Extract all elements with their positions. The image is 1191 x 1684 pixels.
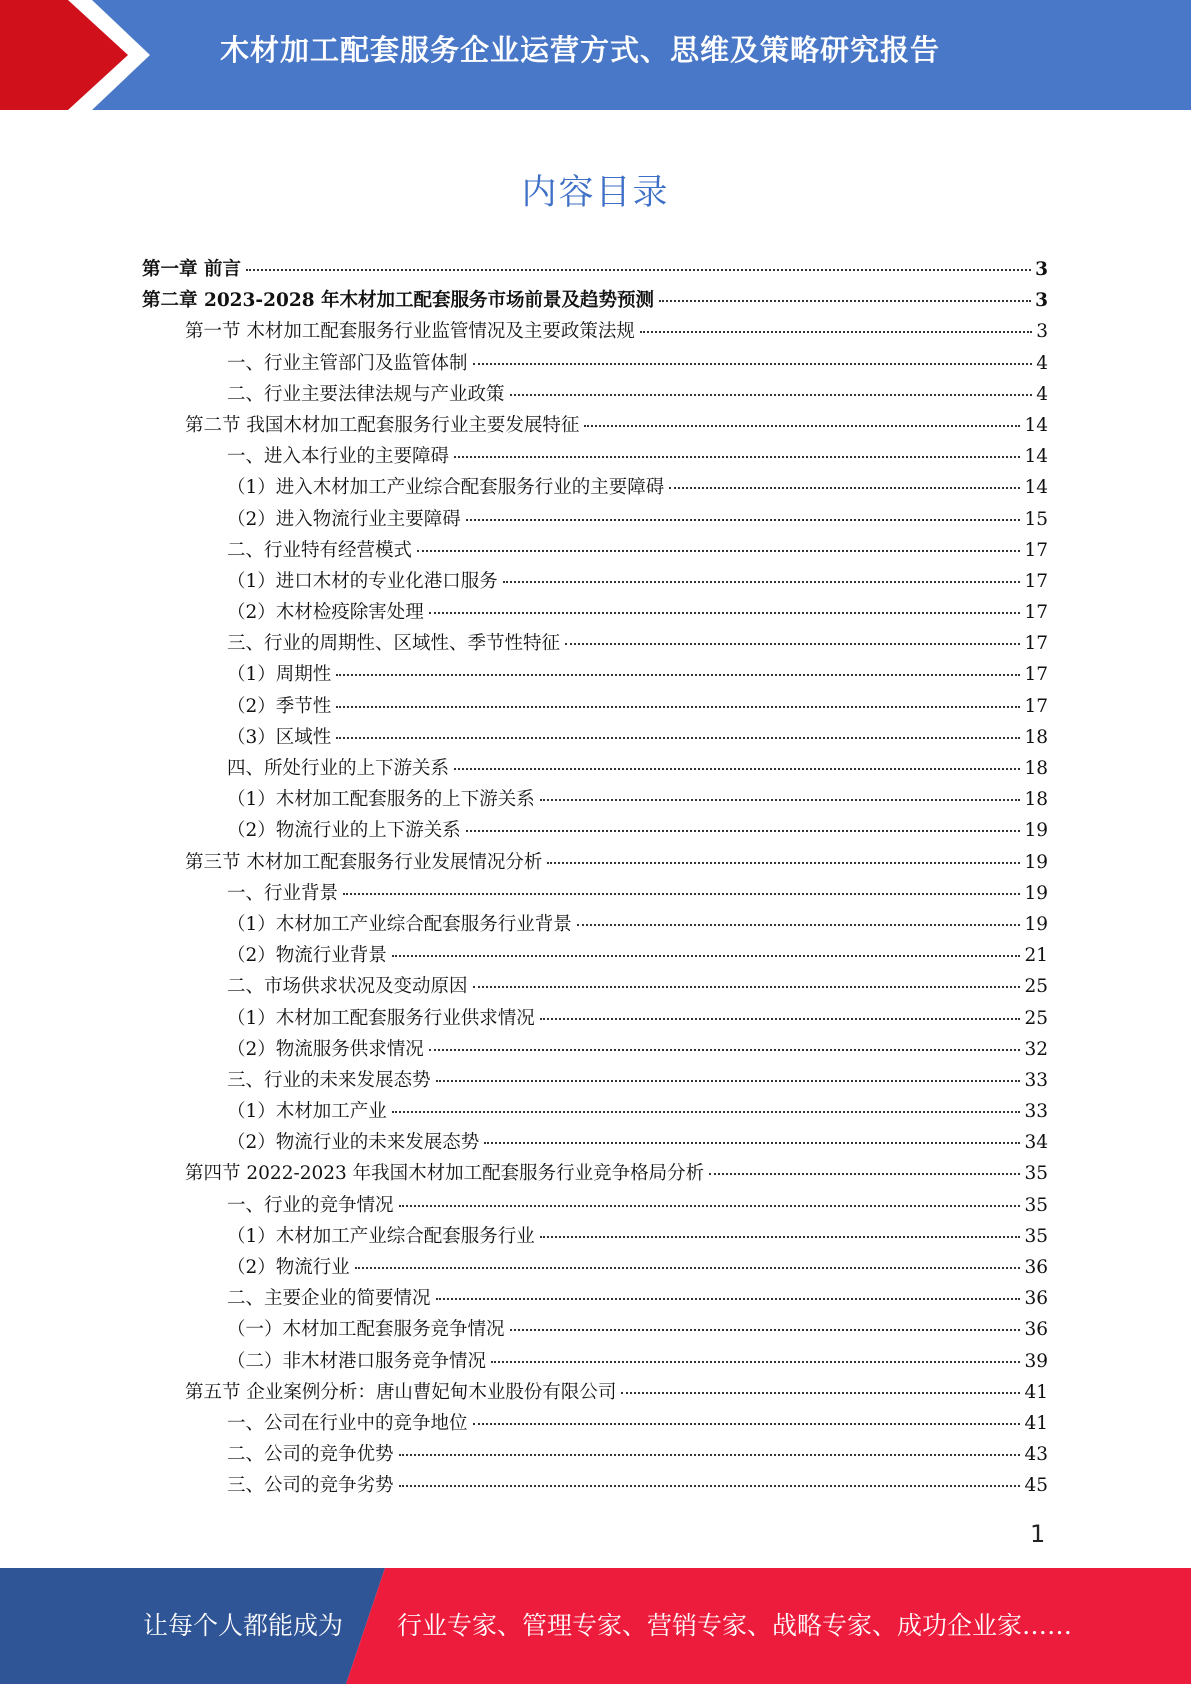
toc-dot-leader [399,1205,1021,1207]
toc-entry[interactable] [142,909,1048,940]
toc-dot-leader [540,1236,1021,1238]
footer-banner [0,1568,1191,1684]
toc-dot-leader [565,643,1020,645]
toc-entry-page: 17 [1024,602,1048,624]
toc-dot-leader [577,924,1021,926]
toc-entry-page: 4 [1036,352,1048,374]
toc-entry-title: （2）物流行业的上下游关系 [227,820,461,842]
toc-dot-leader [466,519,1021,521]
toc-entry-title: 二、市场供求状况及变动原因 [227,976,468,998]
toc-entry[interactable] [142,878,1048,909]
toc-entry[interactable] [142,1065,1048,1096]
footer-slogan-left: 让每个人都能成为 [143,1611,344,1640]
toc-entry-page: 33 [1024,1069,1048,1091]
toc-entry-page: 35 [1024,1225,1048,1247]
toc-entry[interactable] [142,410,1048,441]
toc-entry-title: 三、行业的周期性、区域性、季节性特征 [227,633,561,655]
toc-dot-leader [417,550,1020,552]
toc-entry[interactable] [142,1190,1048,1221]
toc-entry-title: 一、行业的竞争情况 [227,1194,394,1216]
toc-entry-page: 33 [1024,1101,1048,1123]
toc-dot-leader [399,1485,1021,1487]
toc-dot-leader [540,799,1021,801]
toc-entry-title: 三、公司的竞争劣势 [227,1475,394,1497]
toc-entry-title: 二、公司的竞争优势 [227,1444,394,1466]
toc-entry-title: 第二章 2023-2028 年木材加工配套服务市场前景及趋势预测 [142,290,655,312]
table-of-contents [142,254,1048,1502]
toc-entry[interactable] [142,815,1048,846]
toc-entry-page: 18 [1024,726,1048,748]
toc-entry-title: （一）木材加工配套服务竞争情况 [227,1319,505,1341]
toc-dot-leader [584,425,1020,427]
toc-entry[interactable] [142,316,1048,347]
footer-slogan-right: 行业专家、管理专家、营销专家、战略专家、成功企业家…… [397,1611,1073,1640]
toc-entry-title: 一、公司在行业中的竞争地位 [227,1412,468,1434]
toc-entry-page: 25 [1024,1007,1048,1029]
toc-entry[interactable] [142,1003,1048,1034]
toc-entry-page: 14 [1024,446,1048,468]
document-title: 木材加工配套服务企业运营方式、思维及策略研究报告 [220,33,941,67]
toc-entry[interactable] [142,285,1048,316]
toc-dot-leader [355,1267,1021,1269]
toc-dot-leader [336,706,1020,708]
toc-entry-page: 4 [1036,383,1048,405]
toc-dot-leader [454,768,1020,770]
toc-entry[interactable] [142,1470,1048,1501]
toc-entry-title: 第五节 企业案例分析：唐山曹妃甸木业股份有限公司 [185,1381,617,1403]
toc-entry-title: （2）进入物流行业主要障碍 [227,508,461,530]
toc-entry[interactable] [142,847,1048,878]
toc-entry-title: （1）木材加工配套服务行业供求情况 [227,1007,535,1029]
toc-entry[interactable] [142,1283,1048,1314]
toc-dot-leader [454,456,1020,458]
toc-entry-title: （3）区域性 [227,726,332,748]
toc-entry[interactable] [142,441,1048,472]
toc-dot-leader [669,487,1020,489]
toc-entry[interactable] [142,1377,1048,1408]
toc-heading: 内容目录 [521,173,670,213]
toc-entry-page: 35 [1024,1194,1048,1216]
toc-dot-leader [392,955,1021,957]
toc-entry[interactable] [142,254,1048,285]
toc-entry[interactable] [142,1127,1048,1158]
toc-entry[interactable] [142,784,1048,815]
toc-dot-leader [246,269,1031,271]
toc-dot-leader [473,363,1033,365]
toc-dot-leader [709,1173,1020,1175]
toc-entry[interactable] [142,1096,1048,1127]
toc-dot-leader [399,1454,1021,1456]
toc-entry-page: 19 [1024,882,1048,904]
toc-entry-page: 41 [1024,1412,1048,1434]
toc-entry[interactable] [142,971,1048,1002]
toc-entry-page: 17 [1024,570,1048,592]
toc-entry[interactable] [142,1439,1048,1470]
toc-dot-leader [491,1361,1020,1363]
toc-entry-title: 一、进入本行业的主要障碍 [227,446,450,468]
toc-entry-page: 36 [1024,1319,1048,1341]
toc-entry-title: （2）物流行业 [227,1257,350,1278]
toc-entry-page: 39 [1024,1350,1048,1372]
toc-entry-title: 第一章 前言 [142,259,241,280]
toc-entry-page: 18 [1024,789,1048,811]
toc-dot-leader [392,1111,1021,1113]
toc-entry-title: （2）物流行业背景 [227,945,387,967]
toc-entry[interactable] [142,348,1048,379]
toc-entry-page: 25 [1024,976,1048,998]
toc-entry-title: （2）木材检疫除害处理 [227,602,424,624]
toc-dot-leader [510,1329,1021,1331]
toc-entry-title: （1）木材加工产业综合配套服务行业背景 [227,913,572,935]
toc-entry[interactable] [142,566,1048,597]
toc-entry-title: （1）木材加工产业综合配套服务行业 [227,1225,535,1247]
toc-entry-title: （1）进口木材的专业化港口服务 [227,570,498,592]
toc-dot-leader [473,986,1021,988]
toc-dot-leader [436,1298,1021,1300]
toc-entry-page: 19 [1024,913,1048,935]
toc-dot-leader [540,1018,1021,1020]
toc-entry-title: 二、行业特有经营模式 [227,539,413,561]
toc-entry-title: 三、行业的未来发展态势 [227,1069,431,1091]
toc-entry-page: 36 [1024,1288,1048,1310]
toc-entry[interactable] [142,1408,1048,1439]
toc-entry-title: （二）非木材港口服务竞争情况 [227,1350,487,1372]
toc-entry[interactable] [142,722,1048,753]
toc-dot-leader [336,737,1020,739]
toc-entry-page: 35 [1024,1163,1048,1185]
toc-entry-title: 第一节 木材加工配套服务行业监管情况及主要政策法规 [185,321,635,343]
toc-entry[interactable] [142,753,1048,784]
toc-entry-page: 36 [1024,1257,1048,1278]
toc-dot-leader [659,300,1031,302]
toc-entry-page: 19 [1024,851,1048,873]
toc-entry[interactable] [142,597,1048,628]
toc-dot-leader [436,1080,1021,1082]
toc-entry[interactable] [142,1221,1048,1252]
toc-entry[interactable] [142,659,1048,690]
toc-dot-leader [473,1423,1021,1425]
toc-entry-page: 17 [1024,633,1048,655]
toc-entry[interactable] [142,1158,1048,1189]
toc-dot-leader [429,1049,1021,1051]
toc-entry-page: 3 [1035,259,1048,280]
toc-entry-page: 14 [1024,477,1048,499]
header-banner [0,0,1191,110]
toc-entry-title: 第三节 木材加工配套服务行业发展情况分析 [185,851,543,873]
toc-dot-leader [510,394,1033,396]
toc-entry[interactable] [142,535,1048,566]
toc-dot-leader [466,830,1021,832]
toc-entry[interactable] [142,379,1048,410]
toc-entry-title: 一、行业背景 [227,882,339,904]
toc-entry-title: 第二节 我国木材加工配套服务行业主要发展特征 [185,414,580,436]
toc-entry-page: 15 [1024,508,1048,530]
toc-dot-leader [429,612,1021,614]
toc-entry-page: 32 [1024,1038,1048,1060]
toc-entry-page: 34 [1024,1132,1048,1154]
toc-dot-leader [640,331,1032,333]
toc-entry-title: 第四节 2022-2023 年我国木材加工配套服务行业竞争格局分析 [185,1163,705,1185]
toc-entry-page: 17 [1024,664,1048,686]
toc-entry-page: 43 [1024,1444,1048,1466]
toc-entry[interactable] [142,1034,1048,1065]
toc-entry-title: （1）进入木材加工产业综合配套服务行业的主要障碍 [227,477,665,499]
toc-entry-page: 19 [1024,820,1048,842]
toc-entry-page: 21 [1024,945,1048,967]
toc-entry[interactable] [142,504,1048,535]
toc-entry[interactable] [142,691,1048,722]
toc-entry-title: 二、行业主要法律法规与产业政策 [227,383,505,405]
toc-entry-title: （2）物流行业的未来发展态势 [227,1132,480,1154]
toc-entry-page: 3 [1036,321,1048,343]
toc-entry-title: （2）物流服务供求情况 [227,1038,424,1060]
toc-dot-leader [547,862,1020,864]
toc-dot-leader [503,581,1021,583]
toc-entry[interactable] [142,1314,1048,1345]
toc-entry-page: 3 [1035,290,1048,312]
toc-dot-leader [621,1392,1020,1394]
toc-entry-title: 四、所处行业的上下游关系 [227,758,450,779]
toc-entry-title: （1）木材加工配套服务的上下游关系 [227,789,535,811]
toc-entry-title: （2）季节性 [227,695,332,717]
toc-entry[interactable] [142,940,1048,971]
toc-entry-page: 14 [1024,414,1048,436]
toc-entry[interactable] [142,1346,1048,1377]
toc-entry-title: （1）周期性 [227,664,332,686]
toc-entry-page: 45 [1024,1475,1048,1497]
toc-entry[interactable] [142,628,1048,659]
toc-entry[interactable] [142,1252,1048,1283]
toc-dot-leader [484,1142,1020,1144]
toc-entry-title: 二、主要企业的简要情况 [227,1288,431,1310]
toc-entry-page: 41 [1024,1381,1048,1403]
toc-entry[interactable] [142,472,1048,503]
toc-entry-title: 一、行业主管部门及监管体制 [227,352,468,374]
toc-entry-page: 17 [1024,695,1048,717]
toc-entry-page: 18 [1024,758,1048,779]
page-number: 1 [1030,1520,1046,1548]
toc-dot-leader [343,893,1020,895]
toc-dot-leader [336,674,1020,676]
toc-entry-title: （1）木材加工产业 [227,1101,387,1123]
toc-entry-page: 17 [1024,539,1048,561]
